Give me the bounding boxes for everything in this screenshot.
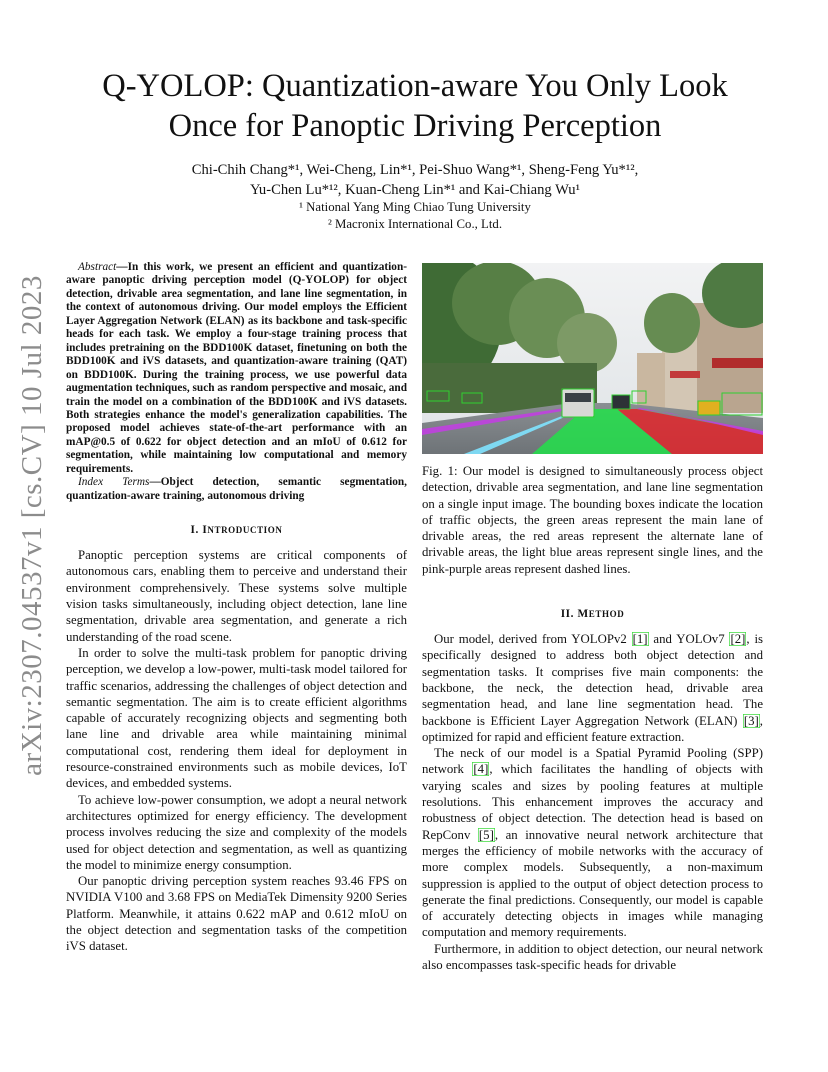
car-dark (612, 395, 630, 409)
authors-line-2: Yu-Chen Lu*¹², Kuan-Cheng Lin*¹ and Kai-Chiang Wu¹ (250, 182, 580, 198)
text-span: Our model, derived from YOLOPv2 (434, 632, 632, 647)
citation-link[interactable]: [1] (632, 632, 648, 647)
title-line-2: Once for Panoptic Driving Perception (168, 108, 662, 144)
shop-sign (670, 371, 700, 378)
intro-paragraph-1: Panoptic perception systems are critical components of autonomous cars, enabling them to perceive and understand their environment comprehensively. These systems solve multiple vision tasks simultaneously, including object detection, lane line segmentation, drivable area segmentation, and generate a rich understanding of the road scene. (66, 548, 407, 644)
tree-right (644, 293, 700, 353)
abstract-text: —In this work, we present an efficient and quantization-aware panoptic driving perception model (Q-YOLOP) for object detection, drivable area segmentation, and lane line segmentation, in the context of autonomous driving. Our model employs the Efficient Layer Aggregation Network (ELAN) as its backbone and task-specific heads for each task. We employ a four-stage training process that includes pretraining on the BDD100K dataset, finetuning on both the BDD100K and iVS datasets, and quantization-aware training (QAT) on BDD100K. During the training process, we use powerful data augmentation techniques, such as random perspective and mosaic, and train the model on a combination of the BDD100K and iVS datasets. Both strategies enhance the model's generalization capabilities. The proposed model achieves state-of-the-art performance with an mAP@0.5 of 0.622 for object detection and an mIoU of 0.612 for segmentation, while maintaining low computational and memory requirements. (66, 261, 407, 475)
text-span: , optimized for rapid and efficient feature extraction. (422, 713, 763, 744)
title-line-1: Q-YOLOP: Quantization-aware You Only Look (102, 68, 728, 104)
abstract-label: Abstract (78, 261, 117, 273)
text-span: , is specifically designed to address both object detection and segmentation tasks. It comprises five main components: the backbone, the neck, the detection head, drivable area segmentation head, and lane line segmentation head. The backbone is Efficient Layer Aggregation Network (ELAN) (422, 632, 764, 728)
arxiv-stamp (12, 274, 52, 776)
building-right (637, 353, 665, 408)
authors-line-1: Chi-Chih Chang*¹, Wei-Cheng, Lin*¹, Pei-Shuo Wang*¹, Sheng-Feng Yu*¹², (191, 162, 639, 178)
text-span: The neck of our model is a Spatial Pyramid Pooling (SPP) network (422, 746, 763, 777)
affiliations (70, 199, 760, 233)
section-heading-method (422, 607, 763, 621)
intro-paragraph-2: In order to solve the multi-task problem for panoptic driving perception, we develop a low-power, multi-task model tailored for traffic scenarios, addressing the challenges of object detection and semantic segmentation. The aim is to create efficient algorithms capable of accurately recognizing objects and segmenting both lane line and drivable area while maintaining minimal computational cost, rendering them ideal for deployment in resource-constrained environments such as mobile devices, IoT devices, and embedded systems. (66, 645, 407, 791)
section-initial: M (577, 608, 589, 621)
abstract (66, 261, 407, 476)
car-yellow (698, 401, 720, 415)
driving-scene-illustration (422, 263, 763, 454)
citation-link[interactable]: [5] (478, 827, 494, 842)
figure-1-image (422, 263, 763, 454)
index-terms-label: Index Terms (78, 476, 150, 489)
author-list (70, 160, 760, 200)
text-span: , which facilitates the handling of objects with varying scales and sizes by pooling features at multiple resolutions. This enhancement improves the accuracy and robustness of object detection. The detection head is based on RepConv (422, 762, 763, 842)
method-paragraph-1 (422, 631, 763, 745)
section-rest: NTRODUCTION (207, 525, 283, 536)
intro-paragraph-4: Our panoptic driving perception system reaches 93.46 FPS on NVIDIA V100 and 3.68 FPS on MediaTek Dimensity 9200 Series Platform. Meanwhile, it attains 0.622 mAP and 0.612 mIoU on the object detection and segmentation tasks of the competition iVS dataset. (66, 874, 407, 954)
section-numeral: I. (190, 524, 203, 537)
car-window (565, 393, 591, 402)
figure-1-caption: Fig. 1: Our model is designed to simultaneously process object detection, drivable area segmentation, and lane line segmentation on a single input image. The bounding boxes indicate the location of traffic objects, the green areas represent the main lane of drivable areas, the red areas represent the alternate lane of drivable areas, the light blue areas represent single lines, and the pink-purple areas represent dashed lines. (422, 464, 763, 576)
section-rest: ETHOD (588, 609, 625, 620)
citation-link[interactable]: [2] (730, 632, 746, 647)
index-terms-text: —Object detection, semantic segmentation, quantization-aware training, autonomous driving (66, 476, 407, 502)
index-terms (66, 476, 407, 503)
text-span: and YOLOv7 (648, 632, 730, 647)
left-column (66, 261, 407, 955)
citation-link[interactable]: [4] (473, 762, 489, 777)
right-column (422, 263, 763, 973)
citation-link[interactable]: [3] (743, 713, 759, 728)
shop-sign (712, 358, 763, 368)
section-numeral: II. (560, 608, 578, 621)
section-heading-introduction (66, 523, 407, 537)
method-paragraph-2 (422, 745, 763, 941)
text-span: , an innovative neural network architecture that merges the efficiency of mobile networks with the accuracy of more complex models. Subsequently, a non-maximum suppression is applied to the output of object detection process to generate the final predictions. Consequently, our model is capable of accurately detecting objects in images while managing computation and memory requirements. (422, 827, 763, 940)
section-initial: I (202, 524, 208, 537)
paper-title (70, 66, 760, 146)
affiliation-2: ² Macronix International Co., Ltd. (327, 217, 503, 231)
method-paragraph-3: Furthermore, in addition to object detection, our neural network also encompasses task-specific heads for drivable (422, 941, 763, 973)
affiliation-1: ¹ National Yang Ming Chiao Tung University (299, 200, 531, 214)
arxiv-stamp-text: arXiv:2307.04537v1 [cs.CV] 10 Jul 2023 (15, 274, 48, 776)
intro-paragraph-3: To achieve low-power consumption, we adopt a neural network architectures optimized for energy efficiency. The development process involves reducing the size and complexity of the models used for object detection and segmentation, as well as quantizing the model to minimize energy consumption. (66, 792, 407, 872)
